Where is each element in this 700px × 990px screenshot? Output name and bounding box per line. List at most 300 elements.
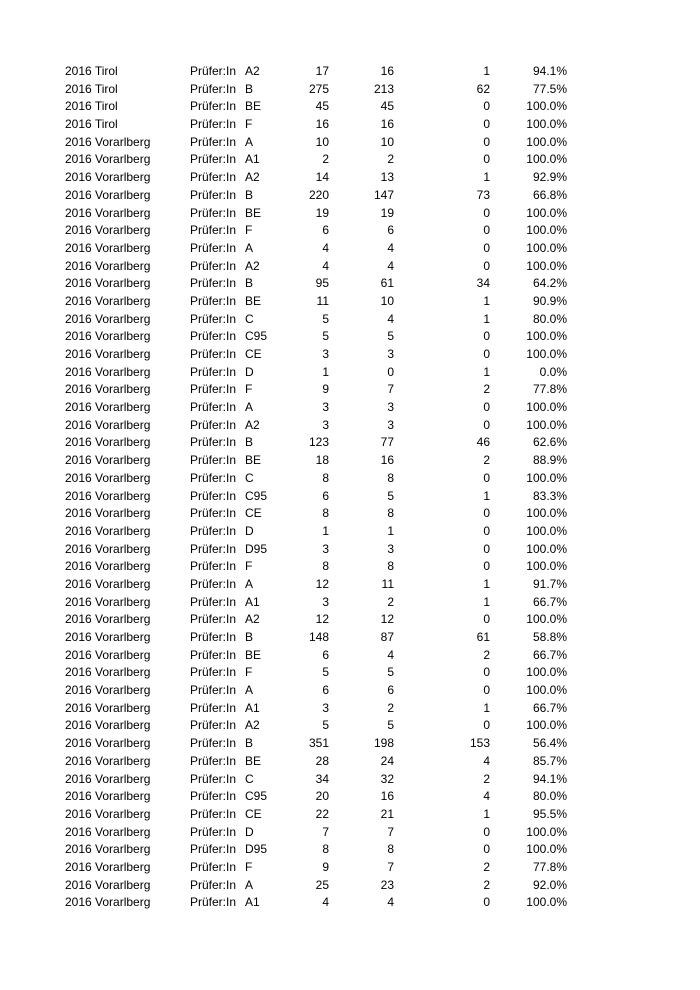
- pass-rate-cell: 100.0%: [526, 541, 567, 556]
- role-cell: Prüfer:In: [190, 400, 237, 415]
- total-count-cell: 9: [322, 382, 329, 397]
- failed-count-cell: 0: [483, 506, 490, 521]
- table-row: [0, 116, 700, 134]
- passed-count-cell: 19: [380, 205, 394, 220]
- failed-count-cell: 0: [483, 824, 490, 839]
- total-count-cell: 19: [315, 205, 329, 220]
- table-row: [0, 328, 700, 346]
- role-cell: Prüfer:In: [190, 789, 237, 804]
- license-class-cell: F: [245, 859, 253, 874]
- failed-count-cell: 0: [483, 523, 490, 538]
- failed-count-cell: 0: [483, 152, 490, 167]
- failed-count-cell: 62: [476, 81, 490, 96]
- table-row: [0, 470, 700, 488]
- table-row: [0, 806, 700, 824]
- license-class-cell: B: [245, 187, 254, 202]
- total-count-cell: 4: [322, 258, 329, 273]
- role-cell: Prüfer:In: [190, 293, 237, 308]
- region-cell: 2016 Vorarlberg: [65, 630, 151, 644]
- table-row: [0, 717, 700, 735]
- passed-count-cell: 4: [387, 240, 394, 255]
- region-cell: 2016 Vorarlberg: [65, 382, 151, 397]
- table-row: [0, 187, 700, 205]
- table-row: [0, 63, 700, 81]
- passed-count-cell: 8: [387, 842, 394, 857]
- passed-count-cell: 5: [387, 329, 394, 344]
- region-cell: 2016 Vorarlberg: [65, 364, 151, 379]
- license-class-cell: A2: [245, 417, 260, 432]
- table-row: [0, 311, 700, 329]
- pass-rate-cell: 66.7%: [532, 700, 567, 715]
- pass-rate-cell: 66.7%: [532, 647, 567, 662]
- total-count-cell: 12: [315, 612, 329, 627]
- passed-count-cell: 32: [380, 771, 394, 786]
- pass-rate-cell: 100.0%: [526, 99, 567, 114]
- total-count-cell: 16: [315, 117, 329, 132]
- failed-count-cell: 0: [483, 258, 490, 273]
- table-row: [0, 452, 700, 470]
- role-cell: Prüfer:In: [190, 594, 237, 609]
- pass-rate-cell: 100.0%: [526, 506, 567, 521]
- failed-count-cell: 1: [483, 700, 490, 715]
- role-cell: Prüfer:In: [190, 152, 237, 167]
- license-class-cell: F: [245, 665, 253, 680]
- license-class-cell: D95: [245, 842, 268, 857]
- pass-rate-cell: 90.9%: [532, 293, 567, 308]
- pass-rate-cell: 88.9%: [532, 453, 567, 468]
- total-count-cell: 3: [322, 400, 329, 415]
- passed-count-cell: 2: [387, 594, 394, 609]
- total-count-cell: 25: [315, 877, 329, 892]
- failed-count-cell: 0: [483, 347, 490, 361]
- license-class-cell: A: [245, 683, 254, 698]
- total-count-cell: 351: [308, 736, 329, 751]
- license-class-cell: A: [245, 400, 254, 415]
- table-row: [0, 523, 700, 541]
- table-row: [0, 771, 700, 789]
- role-cell: Prüfer:In: [190, 488, 237, 503]
- total-count-cell: 2: [322, 152, 329, 167]
- table-row: [0, 505, 700, 523]
- passed-count-cell: 7: [387, 824, 394, 839]
- table-row: [0, 541, 700, 559]
- total-count-cell: 4: [322, 240, 329, 255]
- license-class-cell: B: [245, 276, 254, 291]
- passed-count-cell: 77: [380, 435, 394, 450]
- table-row: [0, 753, 700, 771]
- total-count-cell: 22: [315, 806, 329, 821]
- role-cell: Prüfer:In: [190, 576, 237, 591]
- passed-count-cell: 3: [387, 400, 394, 415]
- region-cell: 2016 Vorarlberg: [65, 683, 151, 698]
- region-cell: 2016 Vorarlberg: [65, 877, 151, 892]
- passed-count-cell: 147: [373, 187, 394, 202]
- role-cell: Prüfer:In: [190, 753, 237, 768]
- passed-count-cell: 4: [387, 258, 394, 273]
- license-class-cell: C95: [245, 789, 268, 804]
- region-cell: 2016 Vorarlberg: [65, 400, 151, 415]
- region-cell: 2016 Vorarlberg: [65, 806, 151, 821]
- total-count-cell: 275: [308, 81, 329, 96]
- total-count-cell: 95: [315, 276, 329, 291]
- failed-count-cell: 0: [483, 240, 490, 255]
- table-row: [0, 275, 700, 293]
- pass-rate-cell: 100.0%: [526, 223, 567, 238]
- pass-rate-cell: 92.0%: [532, 877, 567, 892]
- pass-rate-cell: 95.5%: [532, 806, 567, 821]
- pass-rate-cell: 100.0%: [526, 718, 567, 733]
- pass-rate-cell: 80.0%: [532, 311, 567, 326]
- table-row: [0, 346, 700, 364]
- total-count-cell: 6: [322, 683, 329, 698]
- license-class-cell: B: [245, 736, 254, 751]
- license-class-cell: A1: [245, 700, 260, 715]
- total-count-cell: 3: [322, 594, 329, 609]
- failed-count-cell: 2: [483, 453, 490, 468]
- license-class-cell: C: [245, 311, 254, 326]
- pass-rate-cell: 80.0%: [532, 789, 567, 804]
- failed-count-cell: 1: [483, 170, 490, 185]
- pass-rate-cell: 100.0%: [526, 347, 567, 361]
- role-cell: Prüfer:In: [190, 647, 237, 662]
- table-row: [0, 488, 700, 506]
- role-cell: Prüfer:In: [190, 329, 237, 344]
- total-count-cell: 3: [322, 417, 329, 432]
- table-row: [0, 788, 700, 806]
- license-class-cell: A: [245, 877, 254, 892]
- pass-rate-cell: 100.0%: [526, 612, 567, 627]
- passed-count-cell: 3: [387, 541, 394, 556]
- role-cell: Prüfer:In: [190, 435, 237, 450]
- license-class-cell: BE: [245, 293, 262, 308]
- failed-count-cell: 2: [483, 647, 490, 662]
- failed-count-cell: 0: [483, 329, 490, 344]
- failed-count-cell: 0: [483, 895, 490, 910]
- role-cell: Prüfer:In: [190, 364, 237, 379]
- total-count-cell: 1: [322, 364, 329, 379]
- failed-count-cell: 1: [483, 806, 490, 821]
- table-row: [0, 558, 700, 576]
- passed-count-cell: 45: [380, 99, 394, 114]
- passed-count-cell: 16: [380, 453, 394, 468]
- passed-count-cell: 8: [387, 559, 394, 574]
- total-count-cell: 1: [322, 523, 329, 538]
- region-cell: 2016 Vorarlberg: [65, 612, 151, 627]
- passed-count-cell: 24: [380, 753, 394, 768]
- failed-count-cell: 1: [483, 488, 490, 503]
- region-cell: 2016 Vorarlberg: [65, 417, 151, 432]
- role-cell: Prüfer:In: [190, 470, 237, 485]
- region-cell: 2016 Vorarlberg: [65, 276, 151, 291]
- total-count-cell: 12: [315, 576, 329, 591]
- license-class-cell: A2: [245, 170, 260, 185]
- failed-count-cell: 0: [483, 417, 490, 432]
- table-row: [0, 205, 700, 223]
- passed-count-cell: 6: [387, 683, 394, 698]
- region-cell: 2016 Vorarlberg: [65, 523, 151, 538]
- passed-count-cell: 23: [380, 877, 394, 892]
- failed-count-cell: 153: [469, 736, 490, 751]
- total-count-cell: 8: [322, 506, 329, 521]
- total-count-cell: 20: [315, 789, 329, 804]
- failed-count-cell: 0: [483, 400, 490, 415]
- total-count-cell: 5: [322, 665, 329, 680]
- table-row: [0, 222, 700, 240]
- failed-count-cell: 0: [483, 470, 490, 485]
- region-cell: 2016 Vorarlberg: [65, 665, 151, 680]
- license-class-cell: B: [245, 630, 254, 644]
- total-count-cell: 3: [322, 347, 329, 361]
- total-count-cell: 28: [315, 753, 329, 768]
- pass-rate-cell: 100.0%: [526, 895, 567, 910]
- failed-count-cell: 0: [483, 718, 490, 733]
- table-row: [0, 576, 700, 594]
- license-class-cell: C: [245, 470, 254, 485]
- role-cell: Prüfer:In: [190, 806, 237, 821]
- region-cell: 2016 Vorarlberg: [65, 453, 151, 468]
- table-row: [0, 417, 700, 435]
- table-row: [0, 682, 700, 700]
- role-cell: Prüfer:In: [190, 170, 237, 185]
- role-cell: Prüfer:In: [190, 81, 237, 96]
- total-count-cell: 8: [322, 842, 329, 857]
- license-class-cell: A1: [245, 594, 260, 609]
- license-class-cell: D: [245, 824, 254, 839]
- license-class-cell: A1: [245, 152, 260, 167]
- region-cell: 2016 Vorarlberg: [65, 134, 151, 149]
- total-count-cell: 123: [308, 435, 329, 450]
- failed-count-cell: 0: [483, 612, 490, 627]
- role-cell: Prüfer:In: [190, 382, 237, 397]
- license-class-cell: A: [245, 134, 254, 149]
- license-class-cell: BE: [245, 647, 262, 662]
- role-cell: Prüfer:In: [190, 223, 237, 238]
- license-class-cell: A: [245, 576, 254, 591]
- passed-count-cell: 0: [387, 364, 394, 379]
- region-cell: 2016 Vorarlberg: [65, 824, 151, 839]
- region-cell: 2016 Tirol: [65, 81, 118, 96]
- role-cell: Prüfer:In: [190, 205, 237, 220]
- failed-count-cell: 1: [483, 311, 490, 326]
- license-class-cell: D: [245, 523, 254, 538]
- table-row: [0, 98, 700, 116]
- license-class-cell: A: [245, 240, 254, 255]
- role-cell: Prüfer:In: [190, 612, 237, 627]
- license-class-cell: A1: [245, 895, 260, 910]
- role-cell: Prüfer:In: [190, 117, 237, 132]
- license-class-cell: F: [245, 382, 253, 397]
- pass-rate-cell: 100.0%: [526, 134, 567, 149]
- total-count-cell: 5: [322, 718, 329, 733]
- passed-count-cell: 5: [387, 665, 394, 680]
- region-cell: 2016 Vorarlberg: [65, 594, 151, 609]
- failed-count-cell: 2: [483, 877, 490, 892]
- total-count-cell: 6: [322, 223, 329, 238]
- pass-rate-cell: 100.0%: [526, 258, 567, 273]
- total-count-cell: 6: [322, 647, 329, 662]
- failed-count-cell: 2: [483, 859, 490, 874]
- total-count-cell: 10: [315, 134, 329, 149]
- failed-count-cell: 4: [483, 789, 490, 804]
- region-cell: 2016 Tirol: [65, 64, 118, 78]
- license-class-cell: B: [245, 435, 254, 450]
- license-class-cell: BE: [245, 205, 262, 220]
- table-row: [0, 841, 700, 859]
- failed-count-cell: 0: [483, 223, 490, 238]
- pass-rate-cell: 100.0%: [526, 400, 567, 415]
- region-cell: 2016 Vorarlberg: [65, 700, 151, 715]
- passed-count-cell: 3: [387, 347, 394, 361]
- pass-rate-cell: 100.0%: [526, 417, 567, 432]
- total-count-cell: 14: [315, 170, 329, 185]
- passed-count-cell: 2: [387, 700, 394, 715]
- pass-rate-cell: 77.8%: [532, 382, 567, 397]
- failed-count-cell: 73: [476, 187, 490, 202]
- pass-rate-cell: 100.0%: [526, 470, 567, 485]
- license-class-cell: C: [245, 771, 254, 786]
- pass-rate-cell: 100.0%: [526, 559, 567, 574]
- region-cell: 2016 Vorarlberg: [65, 205, 151, 220]
- total-count-cell: 45: [315, 99, 329, 114]
- region-cell: 2016 Vorarlberg: [65, 771, 151, 786]
- region-cell: 2016 Vorarlberg: [65, 170, 151, 185]
- total-count-cell: 17: [315, 64, 329, 78]
- region-cell: 2016 Vorarlberg: [65, 258, 151, 273]
- role-cell: Prüfer:In: [190, 630, 237, 644]
- pass-rate-cell: 58.8%: [532, 630, 567, 644]
- table-row: [0, 364, 700, 382]
- license-class-cell: A2: [245, 64, 260, 78]
- license-class-cell: BE: [245, 99, 262, 114]
- data-table: [0, 63, 700, 912]
- region-cell: 2016 Vorarlberg: [65, 240, 151, 255]
- passed-count-cell: 16: [380, 64, 394, 78]
- role-cell: Prüfer:In: [190, 771, 237, 786]
- failed-count-cell: 1: [483, 594, 490, 609]
- pass-rate-cell: 64.2%: [532, 276, 567, 291]
- role-cell: Prüfer:In: [190, 541, 237, 556]
- pass-rate-cell: 91.7%: [532, 576, 567, 591]
- role-cell: Prüfer:In: [190, 347, 237, 361]
- passed-count-cell: 7: [387, 859, 394, 874]
- passed-count-cell: 1: [387, 523, 394, 538]
- pass-rate-cell: 100.0%: [526, 665, 567, 680]
- failed-count-cell: 0: [483, 134, 490, 149]
- total-count-cell: 5: [322, 329, 329, 344]
- table-row: [0, 859, 700, 877]
- region-cell: 2016 Vorarlberg: [65, 435, 151, 450]
- region-cell: 2016 Tirol: [65, 99, 118, 114]
- table-row: [0, 381, 700, 399]
- pass-rate-cell: 100.0%: [526, 683, 567, 698]
- table-row: [0, 877, 700, 895]
- failed-count-cell: 0: [483, 665, 490, 680]
- license-class-cell: F: [245, 223, 253, 238]
- pass-rate-cell: 56.4%: [532, 736, 567, 751]
- role-cell: Prüfer:In: [190, 417, 237, 432]
- failed-count-cell: 0: [483, 117, 490, 132]
- failed-count-cell: 1: [483, 293, 490, 308]
- role-cell: Prüfer:In: [190, 453, 237, 468]
- failed-count-cell: 34: [476, 276, 490, 291]
- region-cell: 2016 Vorarlberg: [65, 506, 151, 521]
- pass-rate-cell: 77.5%: [532, 81, 567, 96]
- table-row: [0, 169, 700, 187]
- passed-count-cell: 6: [387, 223, 394, 238]
- pass-rate-cell: 92.9%: [532, 170, 567, 185]
- role-cell: Prüfer:In: [190, 559, 237, 574]
- total-count-cell: 6: [322, 488, 329, 503]
- role-cell: Prüfer:In: [190, 665, 237, 680]
- license-class-cell: D95: [245, 541, 268, 556]
- pass-rate-cell: 94.1%: [532, 64, 567, 78]
- total-count-cell: 220: [308, 187, 329, 202]
- license-class-cell: CE: [245, 506, 262, 521]
- passed-count-cell: 11: [381, 576, 394, 591]
- passed-count-cell: 10: [380, 293, 394, 308]
- pass-rate-cell: 100.0%: [526, 117, 567, 132]
- region-cell: 2016 Vorarlberg: [65, 541, 151, 556]
- total-count-cell: 5: [322, 311, 329, 326]
- table-row: [0, 293, 700, 311]
- passed-count-cell: 87: [380, 630, 394, 644]
- region-cell: 2016 Vorarlberg: [65, 559, 151, 574]
- total-count-cell: 34: [315, 771, 329, 786]
- passed-count-cell: 5: [387, 718, 394, 733]
- role-cell: Prüfer:In: [190, 824, 237, 839]
- table-row: [0, 894, 700, 912]
- role-cell: Prüfer:In: [190, 683, 237, 698]
- table-row: [0, 647, 700, 665]
- pass-rate-cell: 100.0%: [526, 205, 567, 220]
- passed-count-cell: 16: [380, 117, 394, 132]
- region-cell: 2016 Vorarlberg: [65, 293, 151, 308]
- pass-rate-cell: 100.0%: [526, 842, 567, 857]
- license-class-cell: D: [245, 364, 254, 379]
- role-cell: Prüfer:In: [190, 258, 237, 273]
- table-row: [0, 134, 700, 152]
- passed-count-cell: 4: [387, 311, 394, 326]
- pass-rate-cell: 85.7%: [532, 753, 567, 768]
- role-cell: Prüfer:In: [190, 506, 237, 521]
- role-cell: Prüfer:In: [190, 700, 237, 715]
- passed-count-cell: 3: [387, 417, 394, 432]
- total-count-cell: 8: [322, 470, 329, 485]
- role-cell: Prüfer:In: [190, 877, 237, 892]
- role-cell: Prüfer:In: [190, 523, 237, 538]
- table-row: [0, 258, 700, 276]
- failed-count-cell: 0: [483, 683, 490, 698]
- table-row: [0, 594, 700, 612]
- role-cell: Prüfer:In: [190, 276, 237, 291]
- failed-count-cell: 1: [483, 576, 490, 591]
- pass-rate-cell: 0.0%: [539, 364, 567, 379]
- license-class-cell: C95: [245, 329, 268, 344]
- region-cell: 2016 Vorarlberg: [65, 753, 151, 768]
- region-cell: 2016 Vorarlberg: [65, 859, 151, 874]
- passed-count-cell: 21: [380, 806, 394, 821]
- total-count-cell: 11: [316, 293, 329, 308]
- region-cell: 2016 Vorarlberg: [65, 223, 151, 238]
- table-row: [0, 824, 700, 842]
- failed-count-cell: 0: [483, 541, 490, 556]
- total-count-cell: 8: [322, 559, 329, 574]
- role-cell: Prüfer:In: [190, 64, 237, 78]
- region-cell: 2016 Vorarlberg: [65, 347, 151, 361]
- region-cell: 2016 Tirol: [65, 117, 118, 132]
- total-count-cell: 7: [322, 824, 329, 839]
- license-class-cell: F: [245, 559, 253, 574]
